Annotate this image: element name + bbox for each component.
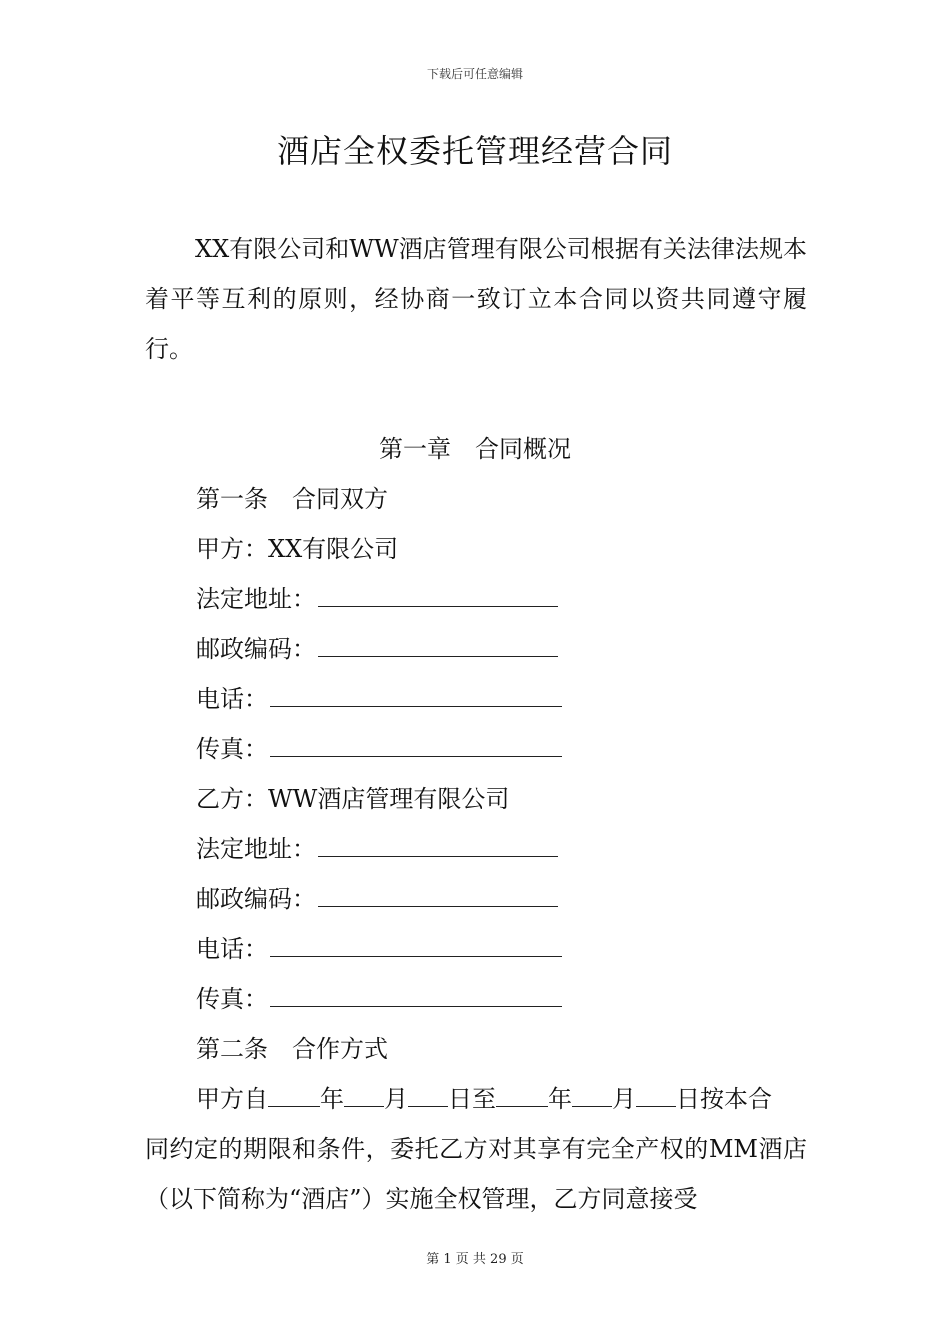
party-b-phone-row [196,924,562,974]
end-month-blank[interactable] [572,1082,612,1107]
date-text-month: 月 [384,1085,408,1113]
date-text-month-2: 月 [612,1085,636,1113]
chapter-heading: 第一章 合同概况 [379,435,571,463]
party-a-fax-blank[interactable] [270,730,562,757]
start-day-blank[interactable] [408,1082,448,1107]
party-b-address-label: 法定地址： [196,835,316,863]
start-year-blank[interactable] [268,1082,320,1107]
party-a-name: 甲方：XX有限公司 [196,535,399,563]
intro-paragraph: XX有限公司和WW酒店管理有限公司根据有关法律法规本着平等互利的原则，经协商一致订立本合同以资共同遵守履行。 [145,235,807,363]
party-b-postcode-label: 邮政编码： [196,885,316,913]
date-text-year-2: 年 [548,1085,572,1113]
party-a-phone-blank[interactable] [270,680,562,707]
date-text-to: 日至 [448,1085,496,1113]
party-a-address-blank[interactable] [318,580,558,607]
party-b-postcode-row [196,874,558,924]
party-a-fax-label: 传真： [196,735,268,763]
party-a-phone-row [196,674,562,724]
party-b-fax-blank[interactable] [270,980,562,1007]
party-a-postcode-blank[interactable] [318,630,558,657]
party-a-postcode-label: 邮政编码： [196,635,316,663]
date-text-tail: 日按本合 [676,1085,772,1113]
party-b-fax-label: 传真： [196,985,268,1013]
party-b-phone-label: 电话： [196,935,268,963]
party-a-phone-label: 电话： [196,685,268,713]
party-a-postcode-row [196,624,558,674]
party-a-fax-row [196,724,562,774]
date-text-from: 甲方自 [196,1085,268,1113]
end-day-blank[interactable] [636,1082,676,1107]
party-b-postcode-blank[interactable] [318,880,558,907]
party-a-address-label: 法定地址： [196,585,316,613]
party-b-name: 乙方：WW酒店管理有限公司 [196,785,510,813]
party-b-address-blank[interactable] [318,830,558,857]
article-2-heading: 第二条 合作方式 [196,1035,388,1063]
article-2-date-line [196,1074,772,1124]
document-title: 酒店全权委托管理经营合同 [276,132,673,170]
start-month-blank[interactable] [344,1082,384,1107]
article-2-body: 同约定的期限和条件，委托乙方对其享有完全产权的MM酒店（以下简称为“酒店”）实施全权管理，乙方同意接受 [145,1135,807,1213]
party-b-phone-blank[interactable] [270,930,562,957]
date-text-year: 年 [320,1085,344,1113]
page-number-footer: 第 1 页 共 29 页 [426,1252,524,1267]
party-b-fax-row [196,974,562,1024]
party-b-address-row [196,824,558,874]
end-year-blank[interactable] [496,1082,548,1107]
page-header: 下载后可任意编辑 [426,67,523,81]
party-a-address-row [196,574,558,624]
article-1-heading: 第一条 合同双方 [196,485,388,513]
